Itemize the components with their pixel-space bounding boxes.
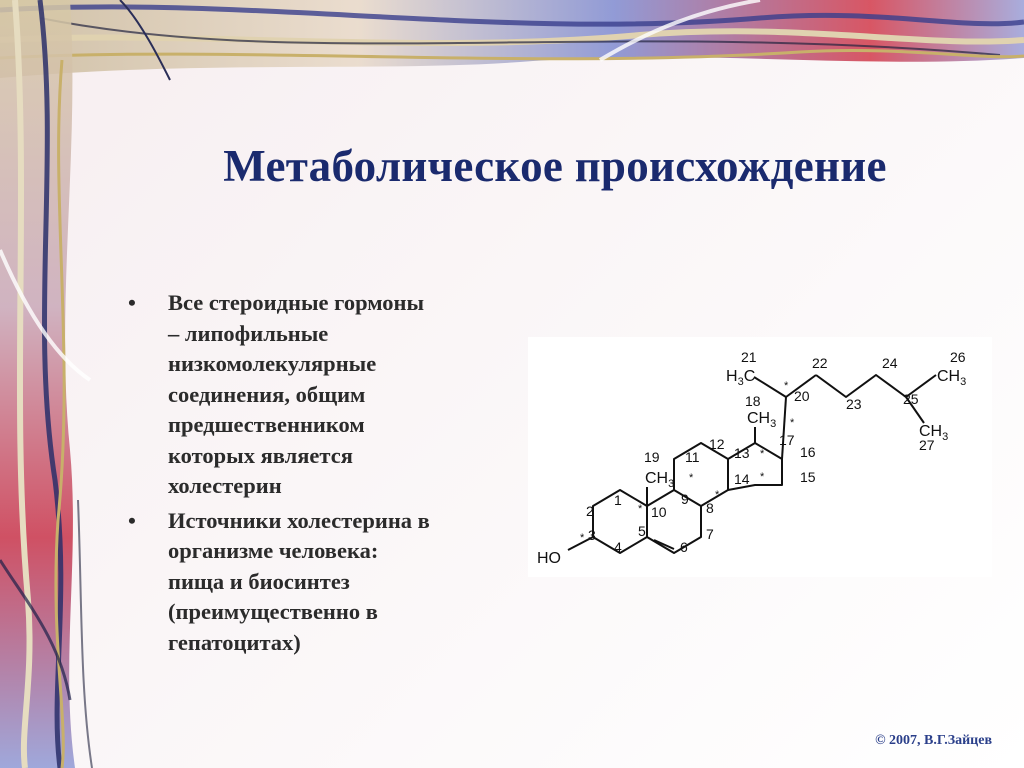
methyl-group-18: $CH_3$: [747, 410, 777, 430]
atom-label: 4: [614, 539, 622, 555]
copyright-footer: © 2007, В.Г.Зайцев: [875, 733, 992, 748]
bullet-line: – липофильные: [168, 320, 329, 346]
stereocenter-marker: *: [790, 417, 795, 429]
bullet-line: предшественником: [168, 412, 365, 437]
bullet-line: низкомолекулярные: [168, 351, 377, 376]
atom-label: 6: [680, 539, 688, 555]
atom-label: 21: [741, 349, 757, 365]
bullet-line: Источники холестерина в: [168, 507, 430, 533]
atom-label: 23: [846, 396, 862, 412]
atom-label: 9: [681, 491, 689, 507]
atom-label: 3: [588, 527, 596, 543]
bullet-line: соединения, общим: [168, 381, 366, 407]
cholesterol-structure-figure: [528, 337, 992, 577]
bullet-line: которых является: [168, 442, 353, 468]
stereocenter-marker: *: [638, 503, 643, 515]
atom-label: 27: [919, 437, 935, 453]
bullet-item: [128, 506, 538, 659]
atom-label: 11: [685, 449, 700, 465]
atom-label: 14: [734, 471, 750, 487]
atom-numbers: [586, 349, 966, 555]
stereocenter-marker: *: [715, 489, 720, 501]
atom-label: 16: [800, 444, 816, 460]
atom-label: 5: [638, 523, 646, 539]
atom-label: 2: [586, 503, 594, 519]
bullet-list: [128, 288, 538, 662]
atom-label: 12: [709, 436, 725, 452]
atom-label: 10: [651, 504, 667, 520]
bullet-line: (преимущественно в: [168, 599, 378, 624]
atom-label: 13: [734, 445, 750, 461]
atom-label: 24: [882, 355, 898, 371]
stereocenter-marker: *: [760, 471, 765, 483]
bullet-line: пища и биосинтез: [168, 568, 350, 594]
bullet-line: организме человека:: [168, 538, 379, 563]
atom-label: 19: [644, 449, 660, 465]
atom-label: 1: [614, 492, 622, 508]
hydroxyl-group: HO: [537, 550, 561, 567]
atom-label: 8: [706, 500, 714, 516]
methyl-group-19: $CH_3$: [645, 470, 675, 490]
atom-label: 18: [745, 393, 761, 409]
bullet-item: [128, 288, 538, 502]
atom-label: 15: [800, 469, 816, 485]
stereocenter-marker: *: [689, 472, 694, 484]
atom-label: 20: [794, 388, 810, 404]
bullet-line: холестерин: [168, 473, 282, 498]
atom-label: 7: [706, 526, 714, 542]
atom-label: 17: [779, 432, 795, 448]
atom-label: 26: [950, 349, 966, 365]
atom-label: 22: [812, 355, 828, 371]
stereocenter-marker: *: [784, 380, 789, 392]
methyl-group-26: $CH_3$: [937, 368, 967, 388]
slide-title: Метаболическое происхождение: [223, 141, 887, 191]
cholesterol-structure-diagram: [528, 337, 992, 577]
bullet-line: Все стероидные гормоны: [168, 290, 425, 315]
atom-label: 25: [903, 391, 919, 407]
bullet-marker: •: [128, 507, 136, 533]
bullet-marker: •: [128, 290, 136, 315]
stereocenter-marker: *: [760, 448, 765, 460]
methyl-group-27: $CH_3$: [919, 423, 949, 443]
methyl-group-21: $H_3C$: [726, 368, 756, 388]
stereocenter-marker: *: [580, 532, 585, 544]
bullet-line: гепатоцитах): [168, 629, 301, 655]
